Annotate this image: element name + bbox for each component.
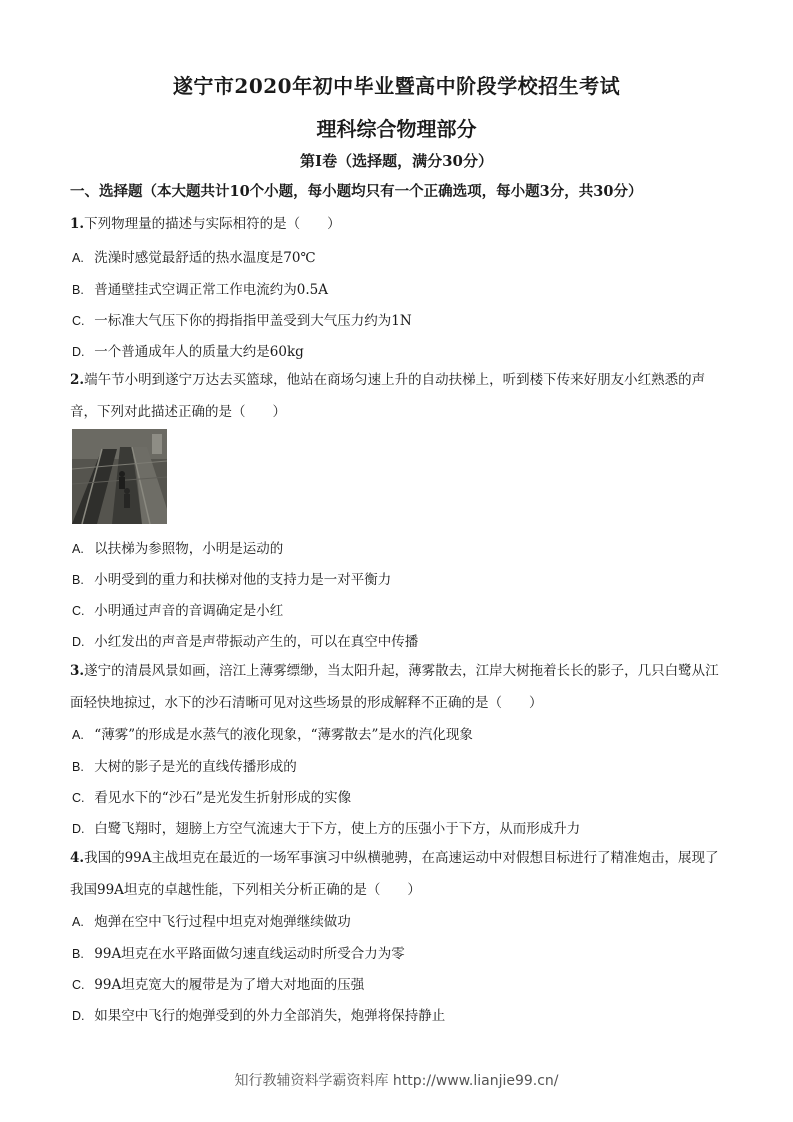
question-3-option-a: A. “薄雾”的形成是水蒸气的液化现象，“薄雾散去”是水的汽化现象 [72,727,473,743]
question-3-option-b: B. 大树的影子是光的直线传播形成的 [72,759,297,775]
question-2-option-a: A. 以扶梯为参照物，小明是运动的 [72,541,284,557]
question-1-stem [70,208,730,240]
exam-subtitle: 理科综合物理部分 [316,117,477,141]
question-4-option-a: A. 炮弹在空中飞行过程中坦克对炮弹继续做功 [72,914,351,930]
question-number: 3. [70,663,85,679]
escalator-photo-drawing [72,429,167,524]
question-text: 端午节小明到遂宁万达去买篮球，他站在商场匀速上升的自动扶梯上，听到楼下传来好朋友小红熟悉的声音，下列对此描述正确的是（ ） [70,372,706,420]
question-text: 下列物理量的描述与实际相符的是（ ） [84,216,341,232]
question-2-option-c: C. 小明通过声音的音调确定是小红 [72,603,284,619]
question-3-option-d: D. 白鹭飞翔时，翅膀上方空气流速大于下方，使上方的压强小于下方，从而形成升力 [72,821,581,837]
question-2-option-b: B. 小明受到的重力和扶梯对他的支持力是一对平衡力 [72,572,392,588]
question-2-option-d: D. 小红发出的声音是声带振动产生的，可以在真空中传播 [72,634,419,650]
question-text: 遂宁的清晨风景如画，涪江上薄雾缥缈，当太阳升起，薄雾散去，江岸大树拖着长长的影子，几只白鹭从江面轻快地掠过，水下的沙石清晰可见对这些场景的形成解释不正确的是（ ） [70,663,719,711]
question-1-option-b: B. 普通壁挂式空调正常工作电流约为0.5A [72,282,329,298]
question-4-option-d: D. 如果空中飞行的炮弹受到的外力全部消失，炮弹将保持静止 [72,1008,446,1024]
question-3-option-c: C. 看见水下的“沙石”是光发生折射形成的实像 [72,790,352,806]
page-footer-watermark: 知行教辅资料学霸资料库 http://www.lianjie99.cn/ [234,1073,559,1089]
volume-heading: 第I卷（选择题，满分30分） [300,152,493,170]
question-4-option-c: C. 99A坦克宽大的履带是为了增大对地面的压强 [72,977,365,993]
escalator-photo [72,429,167,524]
question-text: 我国的99A主战坦克在最近的一场军事演习中纵横驰骋，在高速运动中对假想目标进行了精准炮击，展现了我国99A坦克的卓越性能，下列相关分析正确的是（ ） [70,850,719,898]
question-1-option-c: C. 一标准大气压下你的拇指指甲盖受到大气压力约为1N [72,313,412,329]
question-4-option-b: B. 99A坦克在水平路面做匀速直线运动时所受合力为零 [72,946,405,962]
exam-title: 遂宁市2020年初中毕业暨高中阶段学校招生考试 [172,74,621,98]
question-3-stem [70,655,730,719]
question-1-option-d: D. 一个普通成年人的质量大约是60kg [72,344,304,360]
question-2-stem [70,364,730,428]
question-1-option-a: A. 洗澡时感觉最舒适的热水温度是70℃ [72,250,316,266]
question-4-stem [70,842,730,906]
question-number: 2. [70,372,85,388]
question-number: 4. [70,850,85,866]
section-heading: 一、选择题（本大题共计10个小题，每小题均只有一个正确选项，每小题3分，共30分） [70,183,643,200]
question-number: 1. [70,216,85,232]
